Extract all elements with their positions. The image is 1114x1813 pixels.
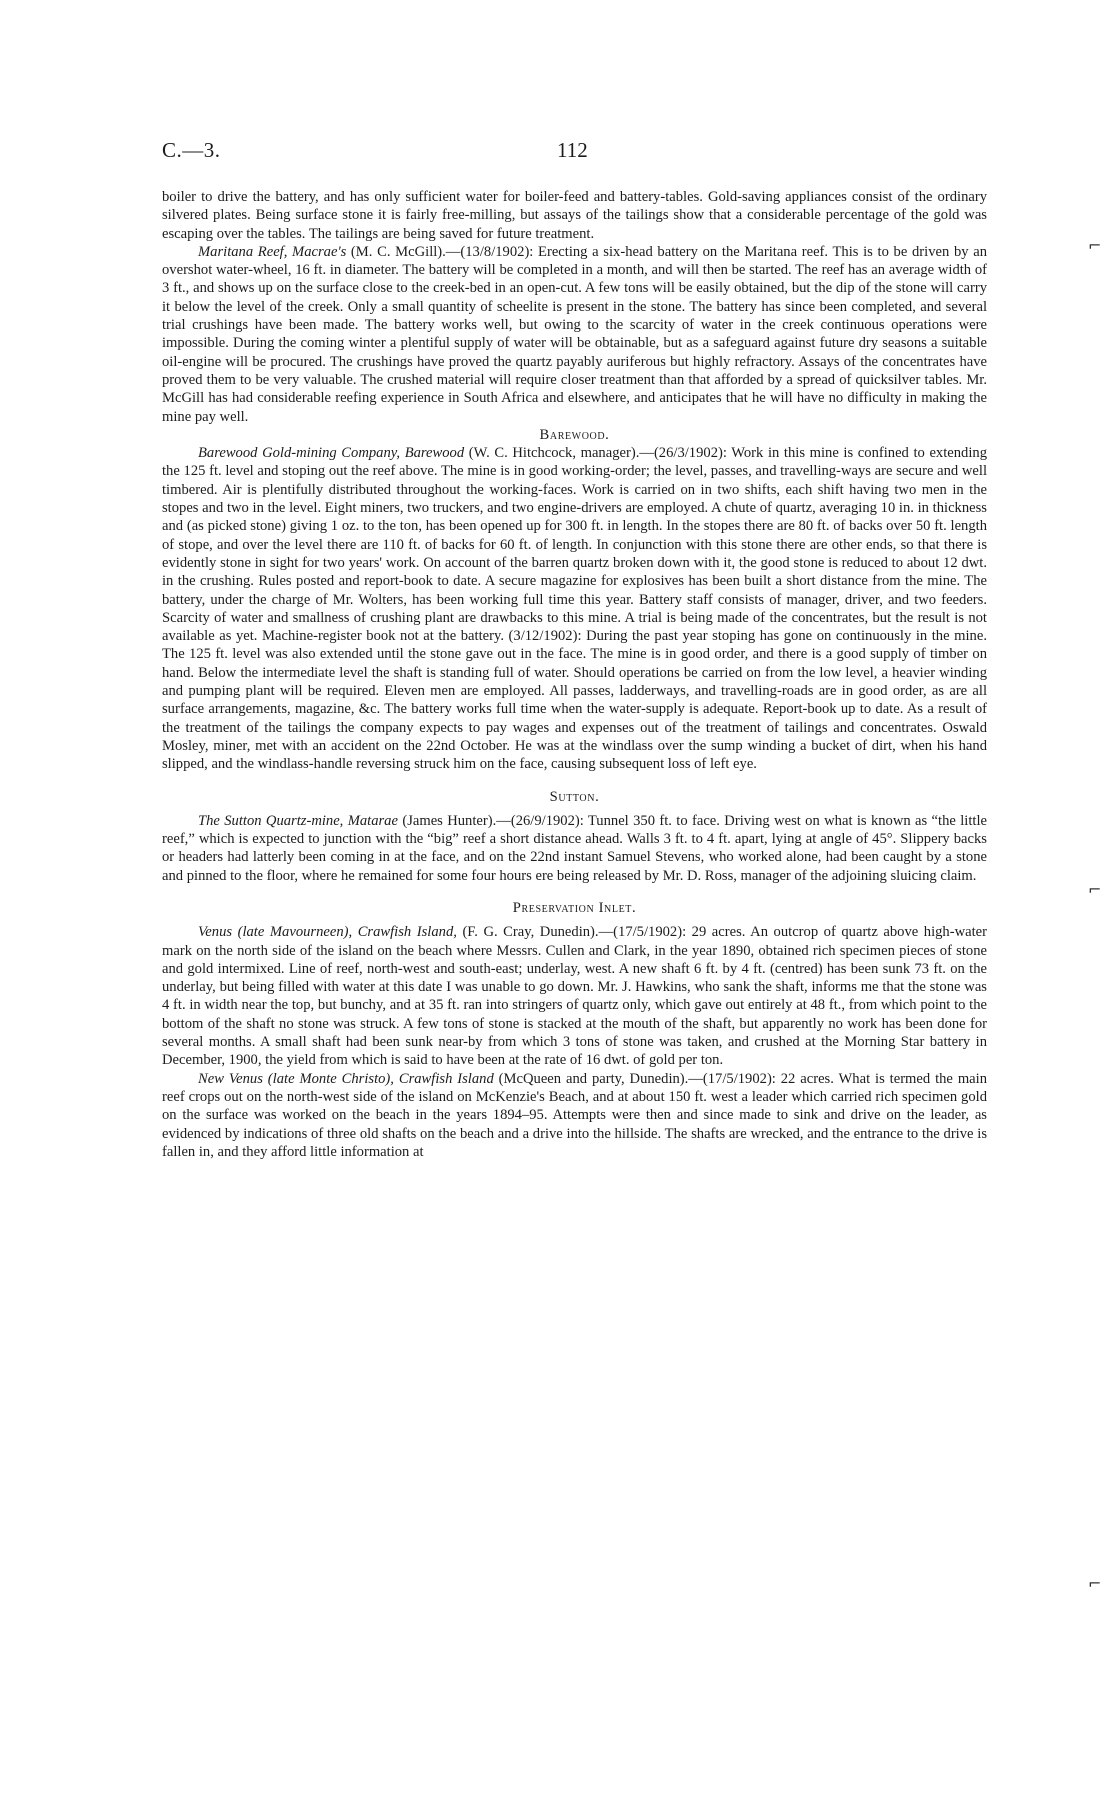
barewood-mine-name: Barewood Gold-mining Company, Barewood — [198, 445, 465, 462]
sutton-paragraph — [162, 812, 987, 885]
barewood-paragraph — [162, 444, 987, 773]
venus-paragraph — [162, 923, 987, 1069]
maritana-paragraph — [162, 243, 987, 426]
new-venus-paragraph — [162, 1070, 987, 1161]
maritana-text: (M. C. McGill).—(13/8/1902): Erecting a six-head battery on the Maritana reef. This is to be driven by an overshot water-wheel, 16 ft. in diameter. The battery will be completed in a month, and will then be started. The reef has an average width of 3 ft., and shows up on the surface close to the creek-bed in an open-cut. A few tons will be easily obtained, but the dip of the stone will carry it below the level of the creek. Only a small quantity of scheelite is present in the stone. The battery has since been completed, and several trial crushings have been made. The battery works well, but owing to the scarcity of water in the creek continuous operations were impossible. During the coming winter a plentiful supply of water will be obtainable, but as a safeguard against future dry seasons a suitable oil-engine will be procured. The crushings have proved the quartz payably auriferous but highly refractory. Assays of the concentrates have proved them to be very valuable. The crushed material will require closer treatment than that afforded by a spread of quicksilver tables. Mr. McGill has had considerable reefing experience in South Africa and elsewhere, and anticipates that he will have no difficulty in making the mine pay well. — [162, 243, 987, 425]
margin-mark: ⌐ — [1088, 880, 1102, 899]
document-body — [162, 188, 987, 1161]
barewood-heading: Barewood. — [539, 426, 610, 443]
document-reference: C.—3. — [162, 138, 221, 162]
margin-mark: ⌐ — [1088, 1574, 1102, 1593]
venus-mine-name: Venus (late Mavourneen), Crawfish Island, — [198, 924, 457, 941]
page-header — [162, 138, 982, 166]
sutton-heading: Sutton. — [549, 788, 600, 805]
barewood-text: (W. C. Hitchcock, manager).—(26/3/1902): Work in this mine is confined to extending the 125 ft. level and stoping out the reef above. The mine is in good working-order; the level, passes, and travelling-ways are secure and well timbered. Air is plentifully distributed throughout the working-faces. Work is carried on in two shifts, each shift having two men in the stopes and two in the level. Eight miners, two truckers, and two engine-drivers are employed. A chute of quartz, averaging 10 in. in thickness and (as picked stone) giving 1 oz. to the ton, has been opened up for 300 ft. in length. In the stopes there are 80 ft. of backs over 50 ft. length of stope, and over the level there are 110 ft. of backs for 60 ft. of length. In conjunction with this stone there are other ends, so that there is evidently stone in sight for two years' work. On account of the barren quartz broken down with it, the good stone is reduced to about 12 dwt. in the crushing. Rules posted and report-book to date. A secure magazine for explosives has been built a short distance from the mine. The battery, under the charge of Mr. Wolters, has been working full time this year. Battery staff consists of manager, driver, and two feeders. Scarcity of water and smallness of crushing plant are drawbacks to this mine. A trial is being made of the concentrates, but the result is not available as yet. Machine-register book not at the battery. (3/12/1902): During the past year stoping has gone on continuously in the mine. The 125 ft. level was also extended until the stone gave out in the face. The mine is in good order, and there is a good supply of timber on hand. Below the intermediate level the shaft is standing full of water. Should operations be carried on from the low level, a heavier winding and pumping plant will be required. Eleven men are employed. All passes, ladderways, and travelling-roads are in good order, as are all surface arrangements, magazine, &c. The battery works full time when the water-supply is adequate. Report-book up to date. As a result of the treatment of the tailings the company expects to pay wages and expenses out of the treatment of tailings and concentrates. Oswald Mosley, miner, met with an accident on the 22nd October. He was at the windlass over the sump winding a bucket of dirt, when his hand slipped, and the windlass-handle reversing struck him on the face, causing subsequent loss of left eye. — [162, 445, 987, 773]
venus-text: (F. G. Cray, Dunedin).—(17/5/1902): 29 acres. An outcrop of quartz above high-water mark on the north side of the island on the beach where Messrs. Cullen and Clark, in the year 1890, obtained rich specimen pieces of stone and gold intermixed. Line of reef, north-west and south-east; underlay, west. A new shaft 6 ft. by 4 ft. (centred) has been sunk 73 ft. on the underlay, but being filled with water at this date I was unable to go down. Mr. J. Hawkins, who sank the shaft, informs me that the stone was 4 ft. in width near the top, but bunchy, and at 35 ft. ran into stringers of quartz only, which gave out entirely at 48 ft., from which point to the bottom of the shaft no stone was struck. A few tons of stone is stacked at the mouth of the shaft, but apparently no work has been done for several months. A small shaft had been sunk near-by from which 3 tons of stone was taken, and crushed at the Morning Star battery in December, 1900, the yield from which is said to have been at the rate of 16 dwt. of gold per ton. — [162, 924, 987, 1069]
sutton-text: (James Hunter).—(26/9/1902): Tunnel 350 ft. to face. Driving west on what is known as “the little reef,” which is expected to junction with the “big” reef a short distance ahead. Walls 3 ft. to 4 ft. apart, lying at angle of 45°. Slippery backs or headers had latterly been coming in at the face, and on the 22nd instant Samuel Stevens, who worked alone, had been caught by a stone and pinned to the floor, where he remained for some four hours ere being released by Mr. D. Ross, manager of the adjoining sluicing claim. — [162, 812, 987, 884]
preservation-inlet-heading: Preservation Inlet. — [512, 899, 637, 916]
new-venus-text: (McQueen and party, Dunedin).—(17/5/1902): 22 acres. What is termed the main reef crops out on the north-west side of the island on McKenzie's Beach, and at about 150 ft. west a leader which carried rich specimen gold on the surface was worked on the beach in the years 1894–95. Attempts were then and since made to sink and drive on the leader, as evidenced by indications of three old shafts on the beach and a drive into the hillside. The shafts are wrecked, and the entrance to the drive is fallen in, and they afford little information at — [162, 1070, 987, 1160]
page-number: 112 — [557, 138, 588, 162]
intro-paragraph: boiler to drive the battery, and has only sufficient water for boiler-feed and battery-tables. Gold-saving appliances consist of the ordinary silvered plates. Being surface stone it is fairly free-milling, but assays of the tailings show that a considerable percentage of the gold was escaping over the tables. The tailings are being saved for future treatment. — [162, 189, 987, 242]
new-venus-mine-name: New Venus (late Monte Christo), Crawfish Island — [198, 1070, 494, 1087]
maritana-mine-name: Maritana Reef, Macrae's — [198, 243, 347, 260]
sutton-mine-name: The Sutton Quartz-mine, Matarae — [198, 812, 398, 829]
margin-mark: ⌐ — [1088, 236, 1102, 255]
